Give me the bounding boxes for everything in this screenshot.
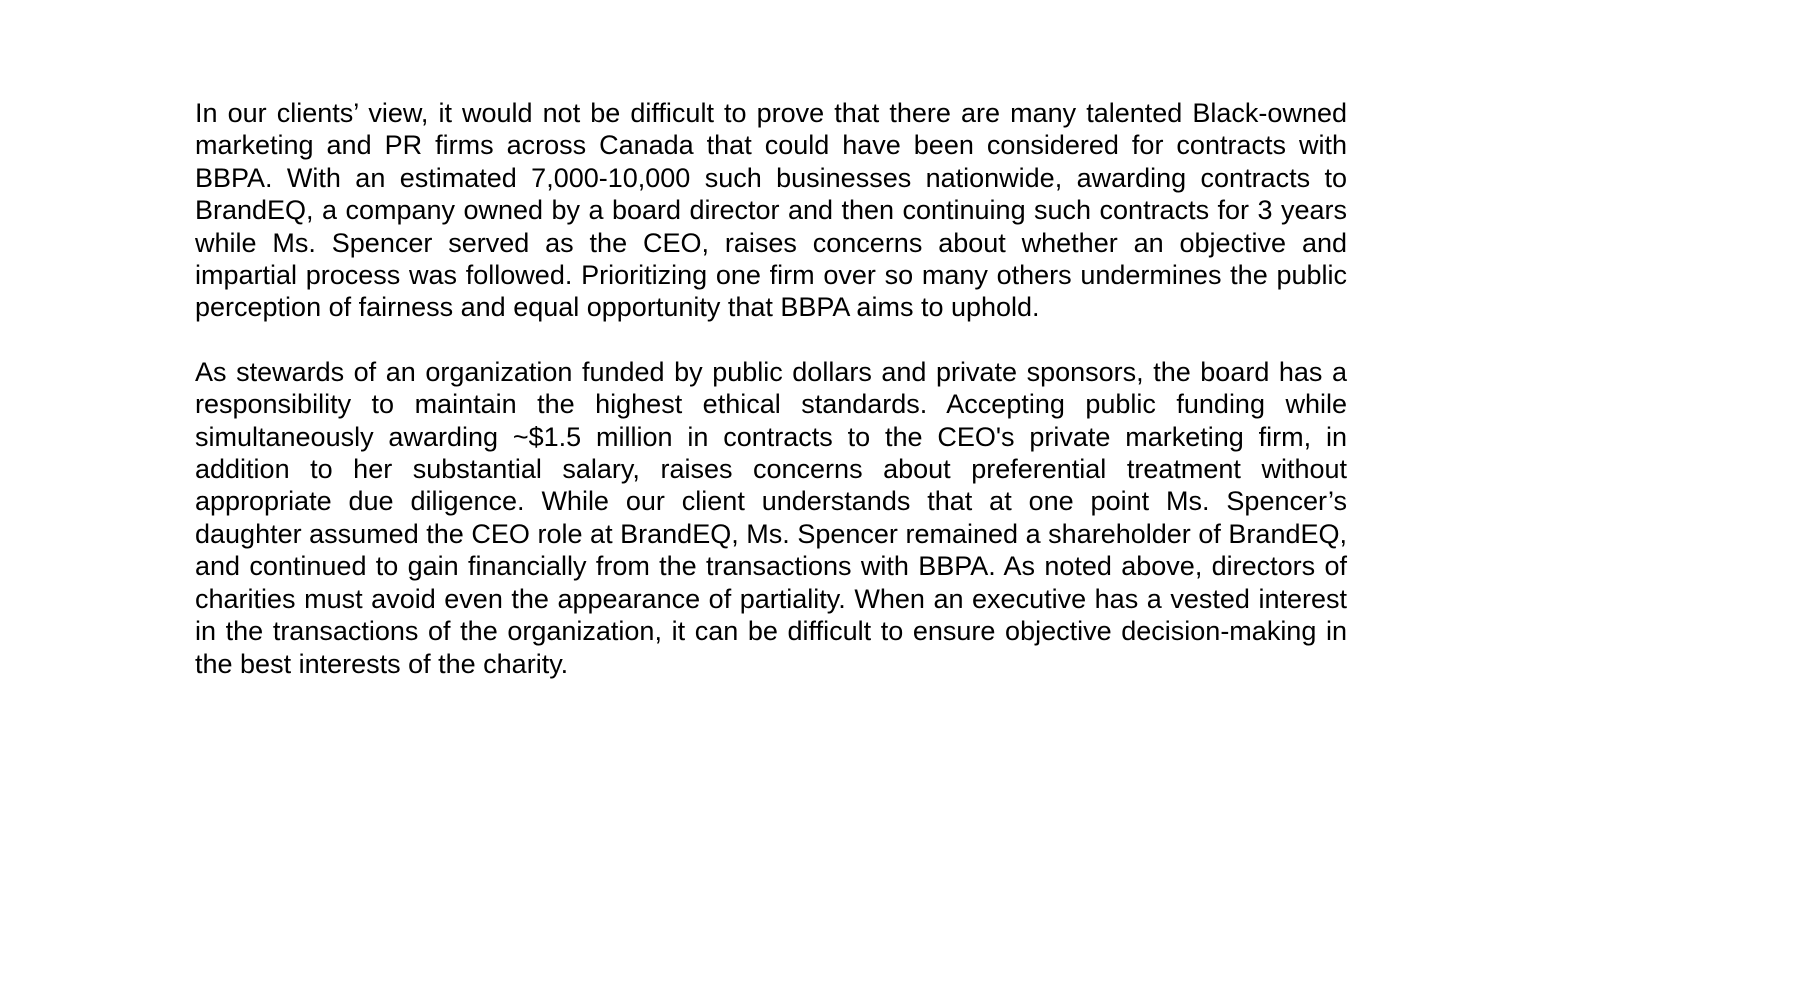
document-body bbox=[195, 97, 1347, 712]
paragraph-ethical-standards: As stewards of an organization funded by public dollars and private sponsors, the board has a responsibility to maintain the highest ethical standards. Accepting public funding while simultaneously awarding ~$1.5 million in contracts to the CEO's private marketing firm, in addition to her substantial salary, raises concerns about preferential treatment without appropriate due diligence. While our client understands that at one point Ms. Spencer’s daughter assumed the CEO role at BrandEQ, Ms. Spencer remained a shareholder of BrandEQ, and continued to gain financially from the transactions with BBPA. As noted above, directors of charities must avoid even the appearance of partiality. When an executive has a vested interest in the transactions of the organization, it can be difficult to ensure objective decision-making in the best interests of the charity. bbox=[195, 356, 1347, 679]
paragraph-contract-concerns: In our clients’ view, it would not be difficult to prove that there are many talented Black-owned marketing and PR firms across Canada that could have been considered for contracts with BBPA. With an estimated 7,000-10,000 such businesses nationwide, awarding contracts to BrandEQ, a company owned by a board director and then continuing such contracts for 3 years while Ms. Spencer served as the CEO, raises concerns about whether an objective and impartial process was followed. Prioritizing one firm over so many others undermines the public perception of fairness and equal opportunity that BBPA aims to uphold. bbox=[195, 98, 1347, 323]
